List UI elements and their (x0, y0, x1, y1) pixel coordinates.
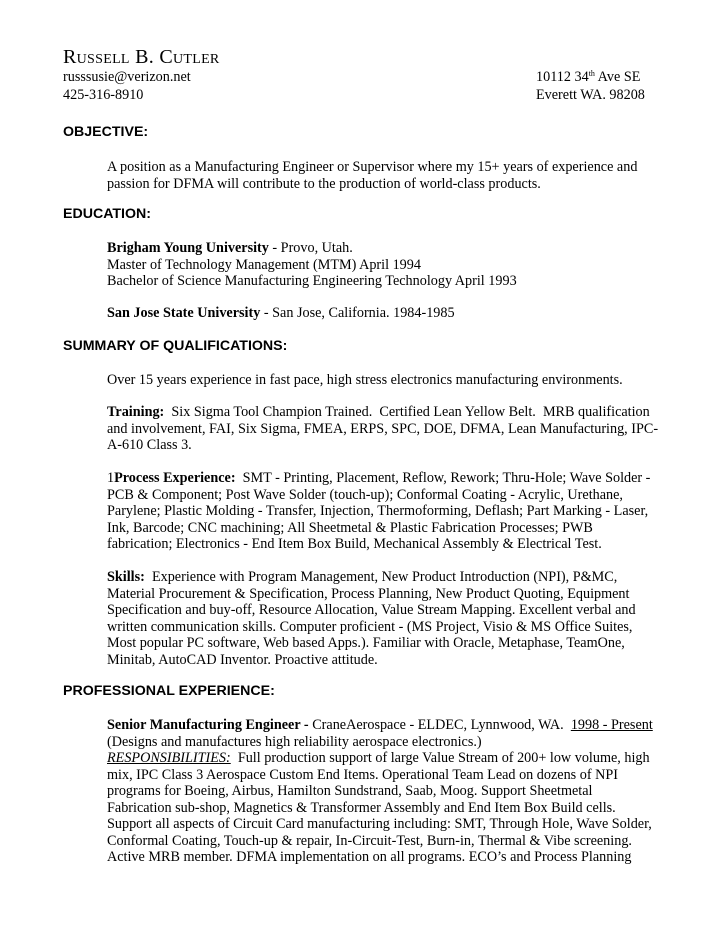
objective-text (107, 159, 667, 192)
skills-line: Minitab, AutoCAD Inventor. Proactive attitude. (107, 651, 378, 668)
job-company: CraneAerospace - ELDEC, Lynnwood, WA. (312, 717, 571, 733)
process-label: Process Experience: (114, 470, 236, 486)
training-line: and involvement, FAI, Six Sigma, FMEA, ERPS, SPC, DOE, DFMA, Lean Manufacturing, IPC- (107, 420, 659, 437)
responsibilities-line (107, 750, 667, 767)
candidate-name: Russell B. Cutler (63, 46, 220, 68)
responsibilities-line: Fabrication sub-shop, Magnetics & Transformer Assembly and End Item Box Build cells. (107, 799, 616, 816)
objective-line: A position as a Manufacturing Engineer or Supervisor where my 15+ years of experience and (107, 159, 638, 175)
address-number: 10112 34 (536, 69, 589, 85)
responsibilities-line: Conformal Coating, Touch-up & repair, In-Circuit-Test, Burn-in, Thermal & Vibe screening. (107, 832, 632, 849)
contact-right (536, 68, 645, 104)
process-line: Ink, Barcode; CNC machining; All Sheetmetal & Plastic Fabrication Processes; PWB (107, 519, 593, 536)
qualifications-overview (107, 372, 667, 389)
contact-left (63, 68, 191, 104)
education-heading: EDUCATION: (63, 206, 152, 222)
skills-label: Skills: (107, 569, 145, 585)
skills-line: Material Procurement & Specification, Process Planning, New Product Quoting, Equipment (107, 585, 630, 602)
skills-line (107, 569, 667, 586)
qualifications-heading: SUMMARY OF QUALIFICATIONS: (63, 338, 288, 354)
responsibilities-label: RESPONSIBILITIES: (107, 750, 231, 766)
training-label: Training: (107, 404, 165, 420)
school-location: - Provo, Utah. (268, 240, 353, 256)
objective-heading: OBJECTIVE: (63, 124, 149, 140)
training-line: A-610 Class 3. (107, 437, 192, 453)
process-line: fabrication; Electronics - End Item Box Build, Mechanical Assembly & Electrical Test. (107, 536, 602, 552)
degree-line: Master of Technology Management (MTM) April 1994 (107, 256, 421, 273)
process-line (107, 470, 667, 487)
address-suffix: th (588, 69, 595, 78)
responsibilities-line: programs for Boeing, Airbus, Hamilton Sundstrand, Saab, Moog. Support Sheetmetal (107, 783, 593, 799)
school-location: - San Jose, California. 1984-1985 (260, 305, 455, 321)
email: russsusie@verizon.net (63, 69, 191, 85)
training-line (107, 404, 667, 421)
street-address (536, 68, 645, 86)
job-title: Senior Manufacturing Engineer - (107, 717, 313, 733)
degree-line: Bachelor of Science Manufacturing Engineering Technology April 1993 (107, 273, 517, 289)
responsibilities-line: Support all aspects of Circuit Card manufacturing including: SMT, Through Hole, Wave Solder, (107, 816, 652, 832)
process-text: SMT - Printing, Placement, Reflow, Rework; Thru-Hole; Wave Solder - (235, 470, 651, 486)
process-line: PCB & Component; Post Wave Solder (touch-up); Conformal Coating - Acrylic, Urethane, (107, 486, 623, 503)
process-prefix: 1 (107, 470, 115, 486)
process-paragraph (107, 470, 667, 553)
education-byu (107, 240, 667, 290)
objective-line: passion for DFMA will contribute to the production of world-class products. (107, 175, 541, 192)
city-line: Everett WA. 98208 (536, 87, 645, 103)
school-line (107, 240, 667, 257)
responsibilities-line: Active MRB member. DFMA implementation on all programs. ECO’s and Process Planning (107, 849, 632, 865)
training-text: Six Sigma Tool Champion Trained. Certified Lean Yellow Belt. MRB qualification (164, 404, 650, 420)
overview-line: Over 15 years experience in fast pace, high stress electronics manufacturing environments. (107, 372, 623, 388)
phone: 425-316-8910 (63, 87, 144, 103)
job-dates: 1998 - Present (570, 717, 653, 733)
responsibilities-line: mix, IPC Class 3 Aerospace Custom End Items. Operational Team Lead on dozens of NPI (107, 766, 618, 783)
skills-line: Most popular PC software, Web based Apps.). Familiar with Oracle, Metaphase, TeamOne, (107, 635, 625, 651)
education-sjsu (107, 305, 667, 322)
school-line (107, 305, 667, 322)
address-street: Ave SE (594, 69, 641, 85)
school-name: San Jose State University (107, 305, 261, 321)
job-description: (Designs and manufactures high reliability aerospace electronics.) (107, 733, 482, 750)
skills-text: Experience with Program Management, New Product Introduction (NPI), P&MC, (144, 569, 618, 585)
job-title-line (107, 717, 667, 734)
training-paragraph (107, 404, 667, 454)
job-entry (107, 717, 667, 866)
experience-heading: PROFESSIONAL EXPERIENCE: (63, 683, 275, 699)
school-name: Brigham Young University (107, 240, 269, 256)
responsibilities-text: Full production support of large Value Stream of 200+ low volume, high (230, 750, 650, 766)
skills-line: written communication skills. Computer proficient - (MS Project, Visio & MS Office Suites, (107, 618, 633, 635)
skills-paragraph (107, 569, 667, 668)
process-line: Parylene; Plastic Molding - Transfer, Injection, Thermoforming, Deflash; Part Marking - Laser, (107, 503, 649, 519)
skills-line: Specification and buy-off, Resource Allocation, Value Stream Mapping. Excellent verbal and (107, 602, 636, 618)
